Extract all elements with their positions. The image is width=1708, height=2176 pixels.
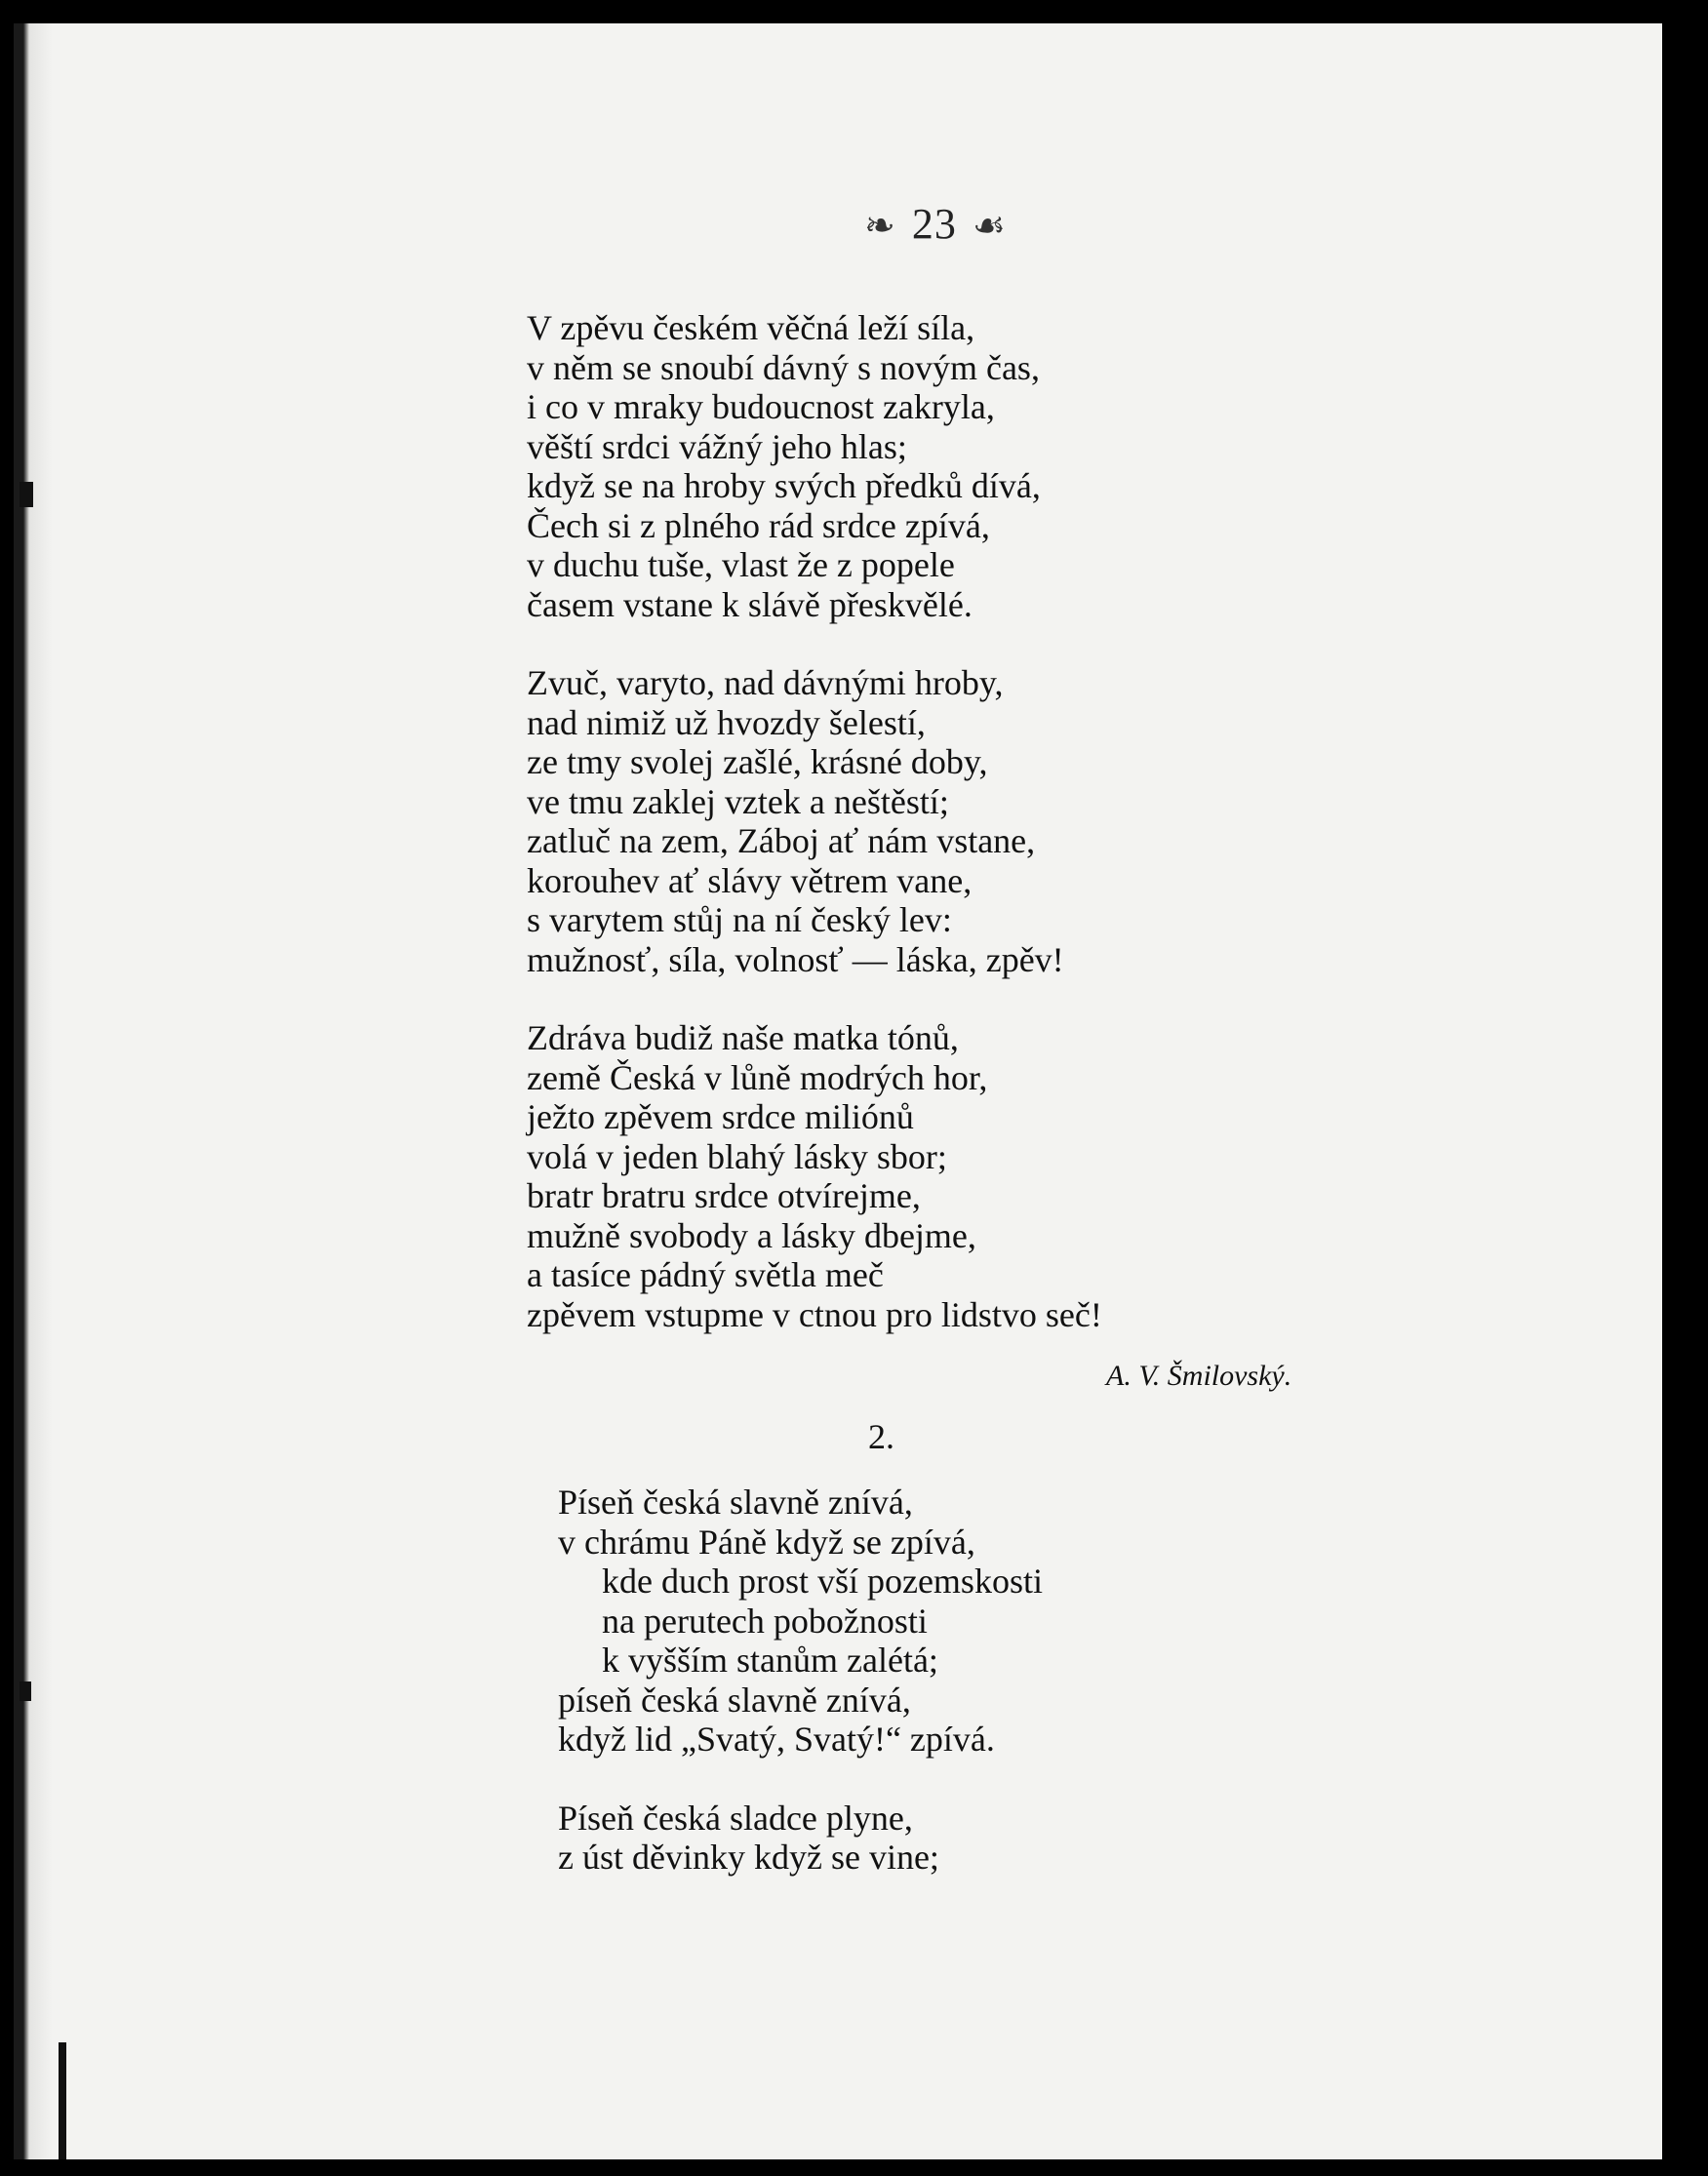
poem-line: zpěvem vstupme v ctnou pro lidstvo seč! — [527, 1294, 1102, 1334]
poem-line: bratr bratru srdce otvírejme, — [527, 1176, 921, 1215]
poem-line: s varytem stůj na ní český lev: — [527, 900, 952, 939]
poem-line: ze tmy svolej zašlé, krásné doby, — [527, 742, 988, 781]
poem-line: zatluč na zem, Záboj ať nám vstane, — [527, 821, 1036, 860]
poem-line: Čech si z plného rád srdce zpívá, — [527, 505, 990, 545]
poem-line: z úst děvinky když se vine; — [558, 1838, 939, 1877]
poem-line: časem vstane k slávě přeskvělé. — [527, 584, 973, 624]
poem-line: mužnosť, síla, volnosť — láska, zpěv! — [527, 939, 1064, 979]
stanza — [527, 1018, 1102, 1334]
poem-line: mužně svobody a lásky dbejme, — [527, 1215, 976, 1255]
stanza — [527, 663, 1102, 979]
poem-line: Zvuč, varyto, nad dávnými hroby, — [527, 663, 1004, 702]
poem-line: Zdráva budiž naše matka tónů, — [527, 1018, 959, 1057]
book-page — [14, 23, 1662, 2159]
poem-line: v chrámu Páně když se zpívá, — [558, 1522, 975, 1562]
poem-line: píseň česká slavně znívá, — [558, 1680, 911, 1720]
poem-line: Píseň česká slavně znívá, — [558, 1483, 913, 1522]
stanza — [558, 1799, 1043, 1878]
poem-line: nad nimiž už hvozdy šelestí, — [527, 702, 926, 742]
ornament-right-icon: ☙ — [972, 206, 1007, 247]
page-header — [111, 199, 1662, 249]
poem-2 — [558, 1483, 1043, 1917]
poem-line: k vyšším stanům zalétá; — [602, 1641, 938, 1680]
stanza — [558, 1483, 1043, 1760]
author-signature: A. V. Šmilovský. — [1106, 1360, 1292, 1392]
poem-line: když lid „Svatý, Svatý!“ zpívá. — [558, 1720, 995, 1759]
poem-line: když se na hroby svých předků dívá, — [527, 466, 1041, 505]
binding-mark — [20, 482, 33, 507]
poem-line: na perutech pobožnosti — [602, 1601, 928, 1641]
poem-line: ve tmu zaklej vztek a neštěstí; — [527, 781, 949, 821]
binding-mark — [20, 1681, 31, 1701]
poem-line: volá v jeden blahý lásky sbor; — [527, 1136, 947, 1176]
poem-line: kde duch prost vší pozemskosti — [602, 1562, 1043, 1601]
poem-line: Píseň česká sladce plyne, — [558, 1798, 913, 1838]
poem-line: země Česká v lůně modrých hor, — [527, 1057, 988, 1097]
section-number: 2. — [868, 1417, 894, 1456]
poem-line: korouhev ať slávy větrem vane, — [527, 860, 973, 900]
page-number: 23 — [911, 200, 957, 248]
binding-mark — [59, 2042, 66, 2159]
poem-line: V zpěvu českém věčná leží síla, — [527, 308, 975, 347]
poem-line: v duchu tuše, vlast že z popele — [527, 545, 955, 584]
poem-line: i co v mraky budoucnost zakryla, — [527, 387, 995, 426]
page-edge-shadow — [14, 23, 53, 2159]
ornament-left-icon: ❧ — [864, 206, 896, 247]
poem-line: a tasíce pádný světla meč — [527, 1255, 884, 1294]
poem-line: v něm se snoubí dávný s novým čas, — [527, 347, 1040, 387]
poem-1 — [527, 308, 1102, 1373]
poem-line: věští srdci vážný jeho hlas; — [527, 426, 907, 466]
stanza — [527, 308, 1102, 624]
poem-line: ježto zpěvem srdce miliónů — [527, 1097, 914, 1136]
